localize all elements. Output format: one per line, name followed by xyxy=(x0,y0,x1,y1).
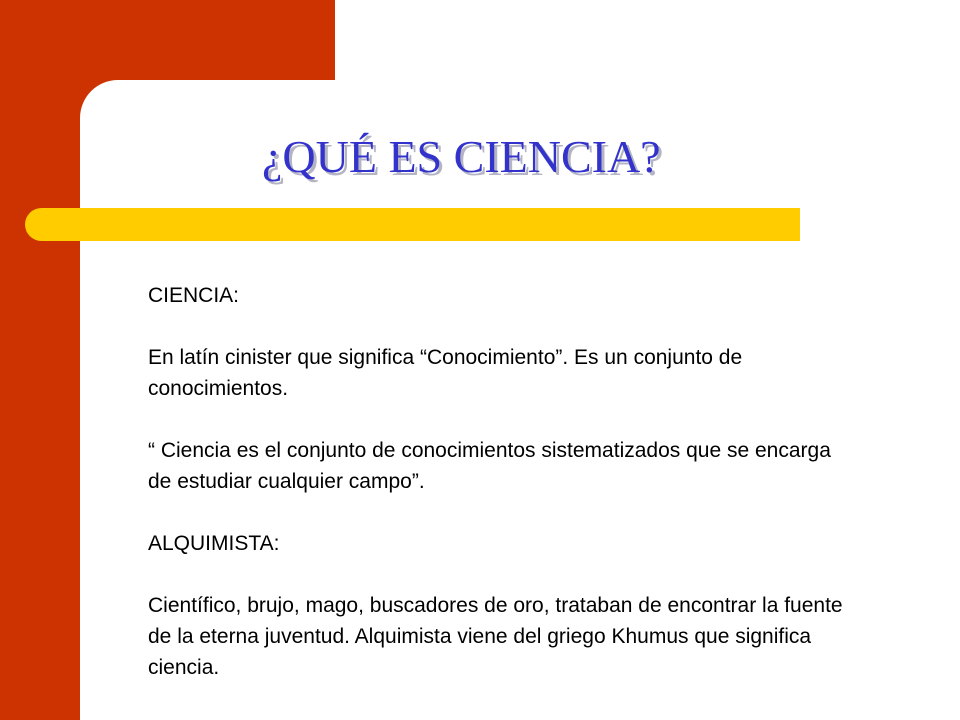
spacer xyxy=(148,311,848,342)
paragraph-latin-definition: En latín cinister que significa “Conocimiento”. Es un conjunto de conocimientos. xyxy=(148,346,743,400)
title-underline-bar xyxy=(25,208,800,241)
slide-body xyxy=(148,280,848,683)
paragraph-ciencia-quote: “ Ciencia es el conjunto de conocimientos sistematizados que se encarga de estudiar cualquier campo”. xyxy=(148,439,831,493)
spacer xyxy=(148,559,848,590)
accent-left-strip xyxy=(0,0,80,720)
spacer xyxy=(148,497,848,528)
paragraph-alquimista-heading: ALQUIMISTA: xyxy=(148,532,280,555)
paragraph-ciencia-heading: CIENCIA: xyxy=(148,284,240,307)
slide-title: ¿QUÉ ES CIENCIA? xyxy=(262,131,661,182)
accent-top-block xyxy=(0,0,335,80)
paragraph-alquimista-definition: Científico, brujo, mago, buscadores de oro, trataban de encontrar la fuente de la eterna juventud. Alquimista viene del griego Khumus que significa ciencia. xyxy=(148,594,843,679)
spacer xyxy=(148,404,848,435)
